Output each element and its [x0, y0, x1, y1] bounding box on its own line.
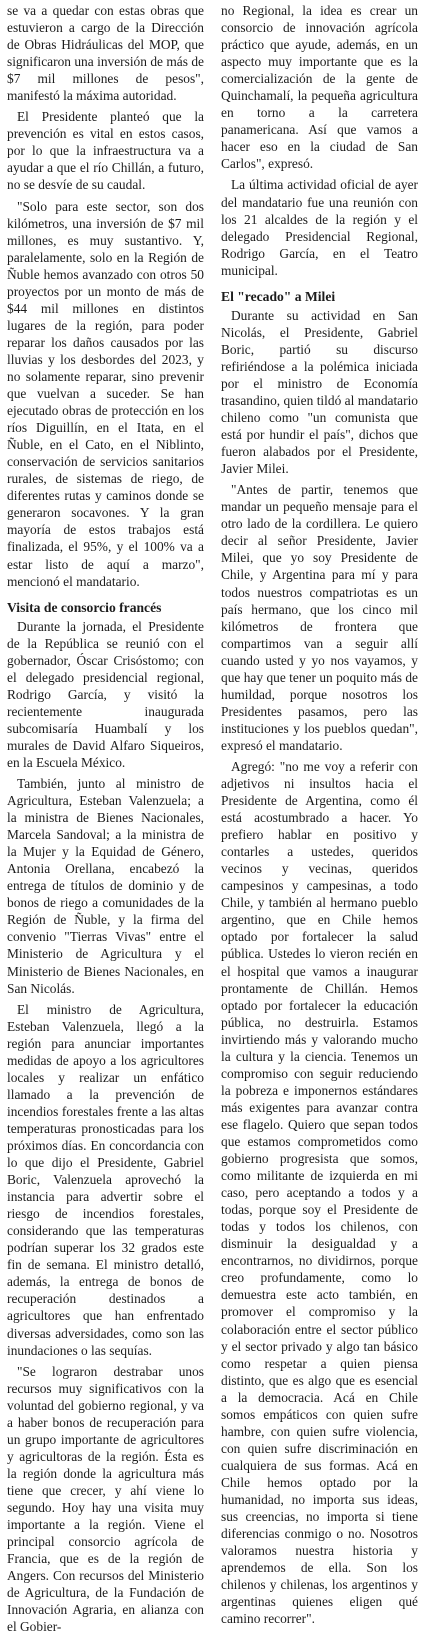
paragraph: "Solo para este sector, son dos kilómetros, una inversión de $7 mil millones, es muy sustantivo. Y, paralelamente, solo en la Región de Ñuble hemos avanzado con otros 50 proyectos por un monto de más de $44 mil millones en distintos lugares de la región, para poder reparar los daños causados por las lluvias y los desbordes del 2023, y no solamente reparar, sino prevenir que vuelvan a suceder. Se han ejecutado obras de protección en los ríos Diguillín, en el Itata, en el Ñuble, en el Cato, en el Niblinto, conservación de servicios sanitarios rurales, de sistemas de riego, de diferentes rutas y caminos donde se generaron socavones. Y la gran mayoría de estos trabajos está finalizada, el 95%, y el 100% va a estar listo de aquí a marzo", mencionó el mandatario.: [7, 198, 204, 589]
section-heading: Visita de consorcio francés: [7, 599, 162, 615]
paragraph: Agregó: "no me voy a referir con adjetivos ni insultos hacia el Presidente de Argentina, como él está acostumbrado a hacer. Yo prefiero hablar en positivo y contarles a ustedes, queridos vecinos y vecinas, queridos campesinos y campesinas, a todo Chile, y también al hermano pueblo argentino, que en Chile hemos optado por fortalecer la salud pública. Ustedes lo vieron recién en el hospital que vamos a inaugurar prontamente de Chillán. Hemos optado por fortalecer la educación pública, no destruirla. Estamos invirtiendo más y valorando mucho la cultura y la ciencia. Tenemos un compromiso con seguir reduciendo la pobreza e imponernos estándares más exigentes para avanzar contra ese flagelo. Quiero que sepan todos que estamos comprometidos como gobierno progresista que somos, como militante de izquierda en mi caso, pero aceptando a todos y a todas, porque soy el Presidente de todas y todos los chilenos, con disminuir la desigualdad y a encontrarnos, no dividirnos, porque creo profundamente, como lo demuestra este acto también, en promover el compromiso y la colaboración entre el sector público y el sector privado y algo tan básico como respetar a quien piensa distinto, que es algo que es esencial a la democracia. Acá en Chile somos empáticos con quien sufre hambre, con quien sufre violencia, con quien sufre discriminación en cualquiera de sus formas. Acá en Chile hemos optado por la humanidad, no importa sus ideas, sus creencias, no importa si tiene diferencias conmigo o no. Nosotros valoramos nuestra historia y aprendemos de ella. Son los chilenos y chilenas, los argentinos y argentinas quienes eligen qué camino recorrer".: [221, 758, 418, 1627]
paragraph: El Presidente planteó que la prevención es vital en estos casos, por lo que la infraestructura va a ayudar a que el río Chillán, a futuro, no se desvíe de su caudal.: [7, 109, 204, 193]
paragraph: se va a quedar con estas obras que estuvieron a cargo de la Dirección de Obras Hidráulicas del MOP, que significaron una inversión de más de $7 mil millones de pesos", manifestó la máxima autoridad.: [7, 3, 204, 104]
paragraph: El ministro de Agricultura, Esteban Valenzuela, llegó a la región para anunciar importantes medidas de apoyo a los agricultores locales y realizar un enfático llamado a la prevención de incendios forestales frente a las altas temperaturas pronosticadas para los próximos días. En concordancia con lo que dijo el Presidente, Gabriel Boric, Valenzuela aprovechó la instancia para advertir sobre el riesgo de incendios forestales, considerando que las temperaturas podrían superar los 32 grados este fin de semana. El ministro detalló, además, la entrega de bonos de recuperación destinados a agricultores que han enfrentado diversas adversidades, como son las inundaciones o las sequías.: [7, 1001, 204, 1358]
paragraph: Durante la jornada, el Presidente de la República se reunió con el gobernador, Óscar Crisóstomo; con el delegado presidencial regional, Rodrigo García, y visitó la recientemente inaugurada subcomisaría Huambalí y los murales de David Alfaro Siqueiros, en la Escuela México.: [7, 618, 204, 770]
paragraph: También, junto al ministro de Agricultura, Esteban Valenzuela; a la ministra de Bienes Nacionales, Marcela Sandoval; a la ministra de la Mujer y la Equidad de Género, Antonia Orellana, encabezó la entrega de títulos de dominio y de bonos de riego a comunidades de la Región de Ñuble, y la firma del convenio "Tierras Vivas" entre el Ministerio de Agricultura y el Ministerio de Bienes Nacionales, en San Nicolás.: [7, 776, 204, 996]
article-column-right: [221, 2, 418, 1631]
paragraph: "Antes de partir, tenemos que mandar un pequeño mensaje para el otro lado de la cordillera. Le quiero decir al señor Presidente, Javier Milei, que yo soy Presidente de Chile, y Argentina para mí y para todos nuestros compatriotas es un país hermano, que los cinco mil kilómetros de frontera que compartimos van a seguir allí cuando usted y yo nos vayamos, y que hay que tener un poquito más de humildad, porque nosotros los Presidentes pasamos, pero las instituciones y los pueblos quedan", expresó el mandatario.: [221, 482, 418, 753]
paragraph: "Se lograron destrabar unos recursos muy significativos con la voluntad del gobierno regional, y va a haber bonos de recuperación para un grupo importante de agricultores y agricultoras de la región. Ésta es la región donde la agricultura más tiene que crecer, y ahí viene lo segundo. Hoy hay una visita muy importante a la región. Viene el principal consorcio agrícola de Francia, que es de la región de Angers. Con recursos del Ministerio de Agricultura, de la Fundación de Innovación Agraria, en alianza con el Gobier-: [7, 1363, 204, 1635]
paragraph: La última actividad oficial de ayer del mandatario fue una reunión con los 21 alcaldes de la región y el delegado Presidencial Regional, Rodrigo García, en el Teatro municipal.: [221, 177, 418, 278]
paragraph: Durante su actividad en San Nicolás, el Presidente, Gabriel Boric, partió su discurso refiriéndose a la polémica iniciada por el ministro de Economía trasandino, quien tildó al mandatario chileno como "un comunista que está por hundir el país", dichos que fueron alabados por el Presidente, Javier Milei.: [221, 307, 418, 477]
section-heading: El "recado" a Milei: [221, 288, 336, 304]
article-column-left: [7, 2, 204, 1639]
paragraph: no Regional, la idea es crear un consorcio de innovación agrícola práctico que ayude, además, en un aspecto muy importante que es la comercialización de la gente de Quinchamalí, la pequeña agricultura en torno a la carretera panamericana. Así que vamos a hacer eso en la ciudad de San Carlos", expresó.: [221, 3, 418, 172]
